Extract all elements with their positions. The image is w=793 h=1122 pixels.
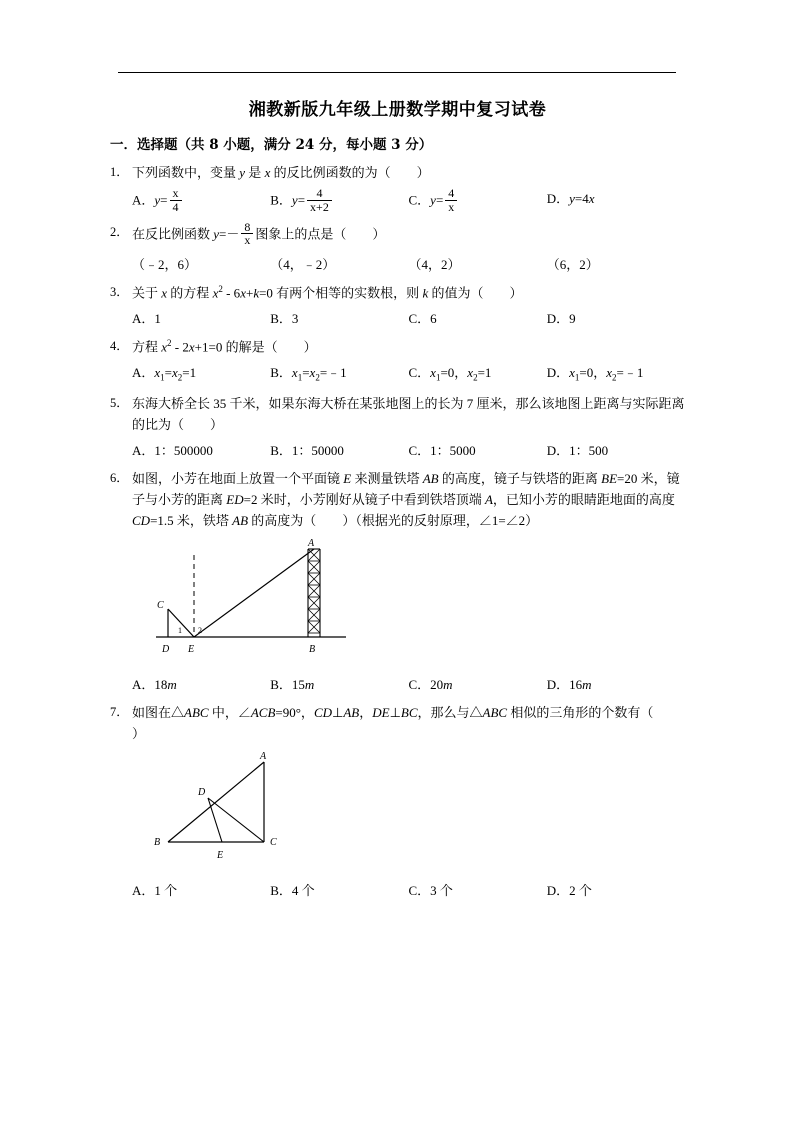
option-a[interactable]: A．18m — [132, 676, 177, 692]
option-a[interactable]: （﹣2，6） — [132, 256, 198, 272]
option-label: D． — [546, 883, 570, 899]
option-d[interactable]: D．y=4x — [546, 191, 595, 207]
option-label: D． — [546, 191, 570, 207]
svg-text:1: 1 — [178, 625, 182, 635]
option-c[interactable]: C．y= $\frac{4}{x}$ — [409, 188, 547, 215]
question-7 — [110, 702, 685, 901]
option-value: 1 个 — [154, 883, 178, 899]
option-d[interactable]: D．$x_1=0$，$x_2=﹣1$ — [546, 365, 644, 384]
option-label: B． — [270, 311, 292, 327]
question-text: 东海大桥全长 35 千米，如果东海大桥在某张地图上的长为 7 厘米，那么该地图上距离与实际距离的比为（ ） — [132, 395, 685, 432]
option-a[interactable]: A．$x_1=x_2=1$ — [132, 365, 197, 384]
question-number: 1． — [110, 165, 129, 179]
option-d[interactable] — [547, 440, 685, 461]
option-a[interactable] — [132, 880, 270, 901]
svg-text:2: 2 — [198, 625, 202, 635]
question-number: 4． — [110, 339, 129, 354]
svg-text:A: A — [308, 537, 315, 549]
options-row — [132, 254, 685, 275]
question-text: 下列函数中，变量 y 是 x 的反比例函数的为（ ） — [132, 165, 430, 180]
options-row — [132, 308, 685, 329]
option-label: C． — [408, 311, 431, 327]
option-value: 1 — [154, 311, 161, 327]
option-label: B． — [270, 442, 292, 458]
option-label: A． — [132, 192, 155, 208]
question-3 — [110, 282, 685, 329]
option-value: 6 — [430, 311, 437, 327]
question-2 — [110, 219, 685, 275]
option-b[interactable]: （4，﹣2） — [270, 256, 336, 272]
question-text: 在反比例函数 y=－ $\frac{8}{x}$ 图象上的点是（ ） — [132, 219, 386, 248]
svg-text:E: E — [188, 643, 195, 655]
question-number: 2． — [110, 224, 129, 239]
page-title: 湘教新版九年级上册数学期中复习试卷 — [248, 100, 547, 120]
options-row — [132, 188, 685, 215]
option-a[interactable]: A．y= $\frac{x}{4}$ — [132, 188, 270, 215]
svg-text:B: B — [309, 643, 316, 655]
option-value: 9 — [569, 311, 576, 327]
option-c[interactable] — [409, 440, 547, 461]
options-row — [132, 674, 685, 695]
option-value: 1：50000 — [291, 442, 344, 458]
option-label: C． — [408, 192, 431, 208]
svg-text:A: A — [260, 751, 267, 763]
svg-text:C: C — [157, 599, 164, 611]
option-b[interactable]: B．15m — [270, 676, 315, 692]
question-text: 如图，小芳在地面上放置一个平面镜 E 来测量铁塔 AB 的高度，镜子与铁塔的距离 BE=20 米，镜子与小芳的距离 ED=2 米时，小芳刚好从镜子中看到铁塔顶端 A，已知小芳的眼睛距地面的高度 CD=1.5 米，铁塔 AB 的高度为（ ）（根据光的反射原理，∠1=∠2） — [132, 470, 680, 528]
options-row — [132, 440, 685, 461]
option-label: A． — [132, 442, 155, 458]
question-number: 5． — [110, 395, 129, 410]
option-d[interactable] — [547, 308, 685, 329]
option-c[interactable]: C．$x_1=0$，$x_2=1$ — [408, 365, 492, 384]
option-label: A． — [132, 883, 155, 899]
option-d[interactable] — [547, 880, 685, 901]
figure-mirror-tower — [146, 537, 685, 668]
section-heading: 一．选择题（共 8 小题，满分 24 分，每小题 3 分） — [110, 137, 433, 153]
svg-text:D: D — [162, 643, 170, 655]
option-label: D． — [546, 442, 570, 458]
option-value: 4 个 — [291, 883, 315, 899]
option-c[interactable]: （4，2） — [408, 256, 461, 272]
question-6 — [110, 468, 685, 695]
option-d[interactable]: D．16m — [546, 676, 592, 692]
option-label: A． — [132, 311, 155, 327]
option-value: 1：5000 — [430, 442, 476, 458]
option-a[interactable] — [132, 308, 270, 329]
question-5 — [110, 393, 685, 461]
options-row — [132, 880, 685, 901]
question-number: 6． — [110, 470, 129, 485]
option-a[interactable] — [132, 440, 270, 461]
option-c[interactable] — [409, 308, 547, 329]
svg-text:C: C — [270, 837, 277, 849]
option-b[interactable] — [270, 308, 408, 329]
document-content — [110, 95, 685, 908]
option-value: 2 个 — [569, 883, 592, 899]
option-value: 1：500 — [569, 442, 609, 458]
option-b[interactable] — [270, 440, 408, 461]
option-value: 1：500000 — [154, 442, 213, 458]
option-label: C． — [408, 883, 431, 899]
option-d[interactable]: （6，2） — [546, 256, 599, 272]
options-row — [132, 362, 685, 385]
option-label: B． — [270, 883, 292, 899]
svg-text:E: E — [217, 850, 224, 862]
question-text: 方程 $x^2 - 2x+1=0$ 的解是（ ） — [132, 338, 317, 355]
option-c[interactable]: C．20m — [408, 676, 453, 692]
question-number: 7． — [110, 705, 129, 719]
option-value: 3 — [291, 311, 299, 327]
figure-triangle — [146, 750, 685, 874]
question-text: 关于 x 的方程 $x^2 - 6x+k=0$ 有两个相等的实数根，则 k 的值为（ ） — [132, 283, 523, 300]
mirror-tower-diagram — [146, 537, 426, 662]
question-1 — [110, 162, 685, 215]
svg-text:B: B — [154, 837, 161, 849]
question-text: 如图在△ABC 中，∠ACB=90°，CD⊥AB，DE⊥BC，那么与△ABC 相似的三角形的个数有（） — [132, 705, 654, 742]
header-rule — [118, 72, 676, 73]
option-value: 3 个 — [430, 883, 453, 899]
option-label: C． — [408, 442, 431, 458]
option-label: B． — [270, 192, 292, 208]
question-number: 3． — [110, 284, 129, 299]
question-4 — [110, 336, 685, 386]
option-b[interactable]: B．y= $\frac{4}{x+2}$ — [270, 188, 408, 215]
option-b[interactable]: B．$x_1=x_2=﹣1$ — [270, 365, 347, 384]
option-b[interactable] — [270, 880, 408, 901]
triangle-diagram — [146, 750, 366, 868]
option-label: D． — [546, 311, 570, 327]
option-c[interactable] — [409, 880, 547, 901]
svg-text:D: D — [198, 787, 206, 799]
